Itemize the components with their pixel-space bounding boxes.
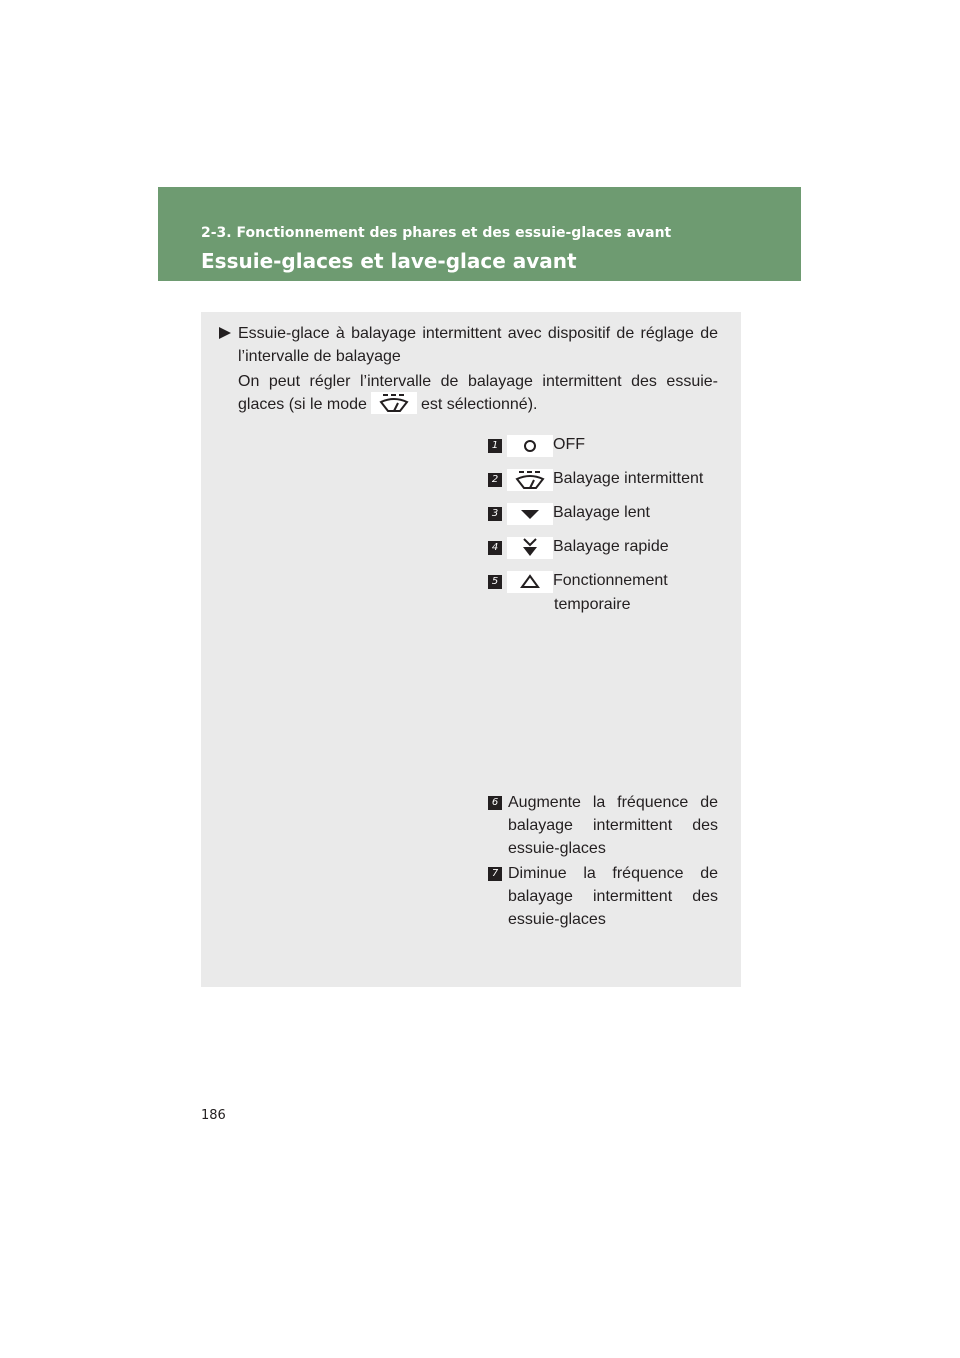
number-badge-5: 5: [488, 575, 502, 589]
mode-label-temporary: Fonctionnement: [553, 572, 668, 589]
off-circle-icon: [507, 435, 553, 457]
single-down-arrow-icon: [507, 503, 553, 525]
number-badge-4: 4: [488, 541, 502, 555]
intro-title: Essuie-glace à balayage intermittent avec dispositif de réglage de l’intervalle de balayage: [238, 325, 718, 365]
note-increase: Augmente la fréquence de balayage intermittent des essuie-glaces: [508, 794, 718, 857]
number-badge-3: 3: [488, 507, 502, 521]
intro-body: [238, 370, 718, 416]
page-title: Essuie-glaces et lave-glace avant: [201, 249, 577, 273]
double-down-arrow-icon: [507, 537, 553, 559]
number-badge-7: 7: [488, 867, 502, 881]
number-badge-1: 1: [488, 439, 502, 453]
number-badge-2: 2: [488, 473, 502, 487]
chapter-header: [158, 187, 801, 281]
note-decrease: Diminue la fréquence de balayage intermittent des essuie-glaces: [508, 865, 718, 928]
mode-label-fast: Balayage rapide: [553, 538, 669, 555]
intermittent-wiper-icon: [507, 469, 553, 491]
number-badge-6: 6: [488, 796, 502, 810]
content-panel: [201, 312, 741, 987]
up-outline-arrow-icon: [507, 571, 553, 593]
section-label: 2-3. Fonctionnement des phares et des essuie-glaces avant: [201, 225, 672, 241]
intro-body-text: On peut régler l’intervalle de balayage intermittent des essuie-glaces (si le mode: [238, 373, 718, 413]
mode-label-slow: Balayage lent: [553, 504, 650, 521]
page-number: 186: [201, 1108, 226, 1123]
mode-label-off: OFF: [553, 436, 585, 453]
intermittent-wiper-icon: [371, 392, 417, 414]
bullet-arrow-icon: [219, 327, 231, 339]
mode-label-intermittent: Balayage intermittent: [553, 470, 704, 487]
mode-label-temporary-line2: temporaire: [554, 596, 631, 613]
intro-body-text-end: est sélectionné).: [420, 396, 538, 413]
